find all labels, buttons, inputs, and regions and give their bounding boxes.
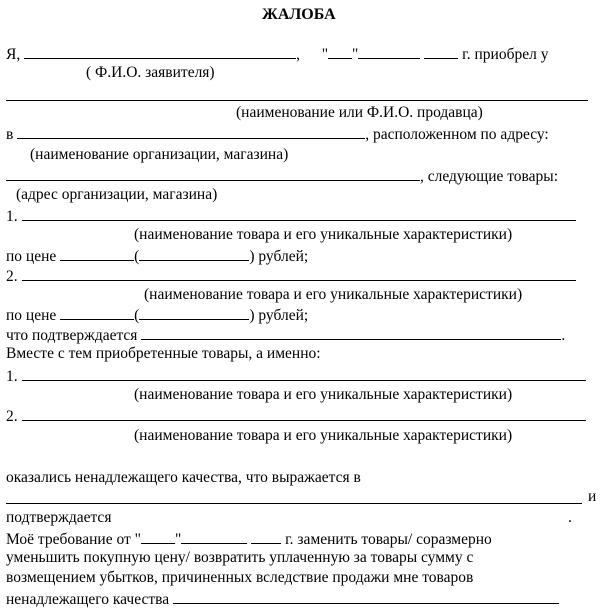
quality-text: оказались ненадлежащего качества, что выражается в <box>6 469 361 486</box>
date-day-field[interactable] <box>328 44 352 59</box>
goods-1-price-prefix: по цене <box>6 248 57 265</box>
date-year-field[interactable] <box>424 44 458 59</box>
organization-name-field[interactable] <box>17 124 365 139</box>
defect-goods-1-caption: (наименование товара и его уникальные характеристики) <box>134 386 513 403</box>
demand-line-1 <box>6 529 492 549</box>
applicant-prefix: Я, <box>6 46 21 63</box>
goods-1-price-line <box>6 246 308 266</box>
demand-month-field[interactable] <box>181 529 247 544</box>
applicant-caption: ( Ф.И.О. заявителя) <box>86 64 215 81</box>
organization-suffix: , расположенном по адресу: <box>365 126 549 143</box>
and-word: и <box>588 488 597 505</box>
goods-2-name-field[interactable] <box>22 266 576 281</box>
defect-goods-2-name-field[interactable] <box>22 406 586 421</box>
confirmation-field[interactable] <box>141 325 561 340</box>
applicant-line <box>6 44 548 64</box>
goods-2-number: 2. <box>6 268 18 285</box>
organization-prefix: в <box>6 126 14 143</box>
defect-goods-1-number: 1. <box>6 368 18 385</box>
demand-day-field[interactable] <box>141 529 175 544</box>
seller-caption: (наименование или Ф.И.О. продавца) <box>236 104 483 121</box>
goods-2-caption: (наименование товара и его уникальные характеристики) <box>144 286 523 303</box>
confirmation-prefix: что подтверждается <box>6 327 138 344</box>
goods-2-price-line <box>6 305 308 325</box>
confirmed2-line <box>6 509 111 527</box>
confirmation-line <box>6 325 565 345</box>
goods-1-price-digits-field[interactable] <box>60 246 134 261</box>
goods-1-name-field[interactable] <box>22 206 576 221</box>
demand-details-field[interactable] <box>173 589 559 604</box>
date-month-field[interactable] <box>358 44 420 59</box>
defect-intro: Вместе с тем приобретенные товары, а именно: <box>6 345 321 362</box>
goods-2-price-suffix: ) рублей; <box>249 307 309 324</box>
applicant-name-field[interactable] <box>24 44 296 59</box>
goods-1-price-open: ( <box>134 248 140 265</box>
defect-goods-2-caption: (наименование товара и его уникальные характеристики) <box>134 427 513 444</box>
goods-item-1 <box>6 206 576 226</box>
defect-goods-2-number: 2. <box>6 408 18 425</box>
confirmation-period: . <box>561 327 566 344</box>
document-title: ЖАЛОБА <box>262 6 336 23</box>
demand-line-4-prefix: ненадлежащего качества <box>6 591 170 608</box>
goods-1-price-suffix: ) рублей; <box>249 248 309 265</box>
demand-prefix: Моё требование от " <box>6 531 141 548</box>
organization-line <box>6 124 549 144</box>
address-line <box>6 166 558 186</box>
goods-1-price-words-field[interactable] <box>139 246 249 261</box>
applicant-comma: , <box>296 46 300 63</box>
confirmed2-text: подтверждается <box>6 509 112 526</box>
goods-1-number: 1. <box>6 208 18 225</box>
goods-1-caption: (наименование товара и его уникальные характеристики) <box>134 226 513 243</box>
defect-description-field[interactable] <box>6 503 582 504</box>
address-suffix: , следующие товары: <box>420 168 559 185</box>
demand-line-4 <box>6 589 559 609</box>
address-field[interactable] <box>6 166 420 181</box>
demand-suffix: г. заменить товары/ соразмерно <box>285 531 492 548</box>
demand-line-2: уменьшить покупную цену/ возвратить уплаченную за товары сумму с <box>6 549 474 566</box>
seller-name-field[interactable] <box>6 100 588 101</box>
defect-goods-item-2 <box>6 406 586 426</box>
demand-year-field[interactable] <box>251 529 281 544</box>
date-quote-close: " <box>352 46 359 63</box>
purchased-from-text: г. приобрел у <box>462 46 549 63</box>
goods-item-2 <box>6 266 576 286</box>
goods-2-price-words-field[interactable] <box>139 305 249 320</box>
organization-caption: (наименование организации, магазина) <box>30 146 289 163</box>
defect-goods-item-1 <box>6 366 586 386</box>
confirmed2-period: . <box>568 509 572 526</box>
defect-goods-1-name-field[interactable] <box>22 366 586 381</box>
goods-2-price-open: ( <box>134 307 140 324</box>
demand-line-3: возмещением убытков, причиненных вследствие продажи мне товаров <box>6 569 474 586</box>
goods-2-price-prefix: по цене <box>6 307 57 324</box>
demand-quote-close: " <box>175 531 182 548</box>
date-quote-open: " <box>321 46 329 63</box>
address-caption: (адрес организации, магазина) <box>16 186 218 203</box>
goods-2-price-digits-field[interactable] <box>60 305 134 320</box>
